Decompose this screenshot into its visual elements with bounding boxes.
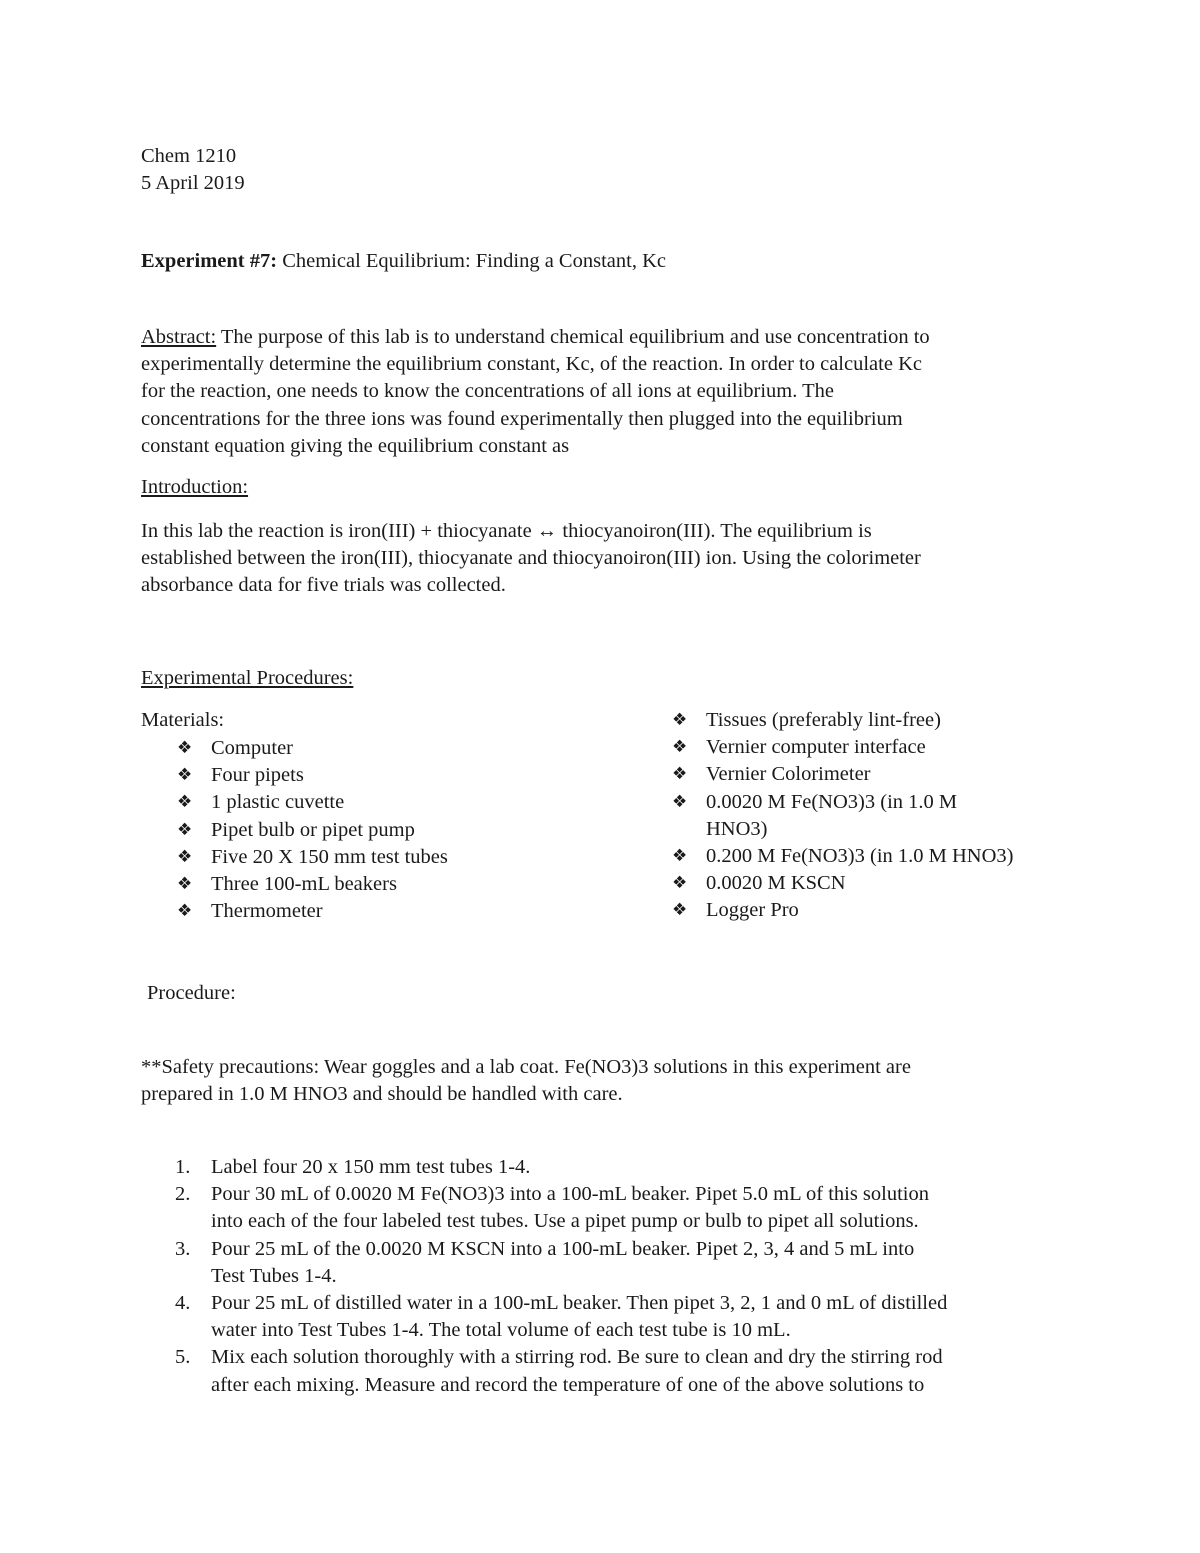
list-item: ❖ Five 20 X 150 mm test tubes <box>177 844 448 871</box>
list-item: ❖ 0.200 M Fe(NO3)3 (in 1.0 M HNO3) <box>672 843 1013 870</box>
step-number: 2. <box>175 1183 191 1206</box>
bullet-icon: ❖ <box>177 901 193 922</box>
bullet-icon: ❖ <box>177 846 193 867</box>
materials-list-left <box>177 735 448 925</box>
list-item: ❖ Vernier computer interface <box>672 734 1013 761</box>
procedure-steps <box>141 1154 1071 1399</box>
document-date: 5 April 2019 <box>141 172 245 194</box>
list-item: ❖ 0.0020 M Fe(NO3)3 (in 1.0 M HNO3) <box>672 790 958 840</box>
bullet-icon: ❖ <box>177 792 193 813</box>
list-item: ❖ 1 plastic cuvette <box>177 789 448 816</box>
bullet-icon: ❖ <box>672 764 688 785</box>
introduction-body <box>141 518 1071 600</box>
step-number: 5. <box>175 1346 191 1369</box>
introduction-heading: Introduction: <box>141 476 249 498</box>
list-item: ❖ Vernier Colorimeter <box>672 761 1013 788</box>
safety-line: **Safety precautions: Wear goggles and a lab coat. Fe(NO3)3 solutions in this experiment are <box>141 1056 911 1078</box>
abstract-line: Abstract: The purpose of this lab is to understand chemical equilibrium and use concentration to <box>141 326 930 348</box>
experiment-name: Chemical Equilibrium: Finding a Constant, Kc <box>277 250 666 272</box>
procedure-step: 4. Pour 25 mL of distilled water in a 100-mL beaker. Then pipet 3, 2, 1 and 0 mL of distilled water into Test Tubes 1-4. The total volume of each test tube is 10 mL. <box>175 1292 948 1342</box>
safety-line: prepared in 1.0 M HNO3 and should be handled with care. <box>141 1083 623 1106</box>
procedure-step: 3. Pour 25 mL of the 0.0020 M KSCN into a 100-mL beaker. Pipet 2, 3, 4 and 5 mL into Test Tubes 1-4. <box>175 1237 915 1287</box>
list-item: ❖ Computer <box>177 735 448 762</box>
abstract-line: experimentally determine the equilibrium constant, Kc, of the reaction. In order to calculate Kc <box>141 353 922 376</box>
list-item: ❖ Logger Pro <box>672 897 1013 924</box>
bullet-icon: ❖ <box>177 819 193 840</box>
list-item: ❖ Three 100-mL beakers <box>177 871 448 898</box>
abstract-section <box>141 324 1071 460</box>
bullet-icon: ❖ <box>672 900 688 921</box>
bullet-icon: ❖ <box>672 791 688 812</box>
procedures-heading: Experimental Procedures: <box>141 667 354 689</box>
list-item: ❖ Tissues (preferably lint-free) <box>672 707 1013 734</box>
bullet-icon: ❖ <box>672 710 688 730</box>
abstract-line: constant equation giving the equilibrium constant as <box>141 434 570 457</box>
procedure-heading: Procedure: <box>147 982 236 1004</box>
experiment-title <box>141 248 666 275</box>
list-item: ❖ Thermometer <box>177 898 448 925</box>
bullet-icon: ❖ <box>672 737 688 758</box>
bullet-icon: ❖ <box>177 874 193 895</box>
list-item: ❖ Pipet bulb or pipet pump <box>177 817 448 844</box>
introduction-line: established between the iron(III), thiocyanate and thiocyanoiron(III) ion. Using the colorimeter <box>141 547 921 570</box>
introduction-line: absorbance data for five trials was collected. <box>141 574 506 597</box>
abstract-line: concentrations for the three ions was found experimentally then plugged into the equilibrium <box>141 407 903 430</box>
step-number: 3. <box>175 1237 191 1260</box>
list-item: ❖ 0.0020 M KSCN <box>672 870 1013 897</box>
introduction-line: In this lab the reaction is iron(III) + thiocyanate ↔ thiocyanoiron(III). The equilibrium is <box>141 520 872 542</box>
procedure-step: 5. Mix each solution thoroughly with a stirring rod. Be sure to clean and dry the stirring rod after each mixing. Measure and record the temperature of one of the above solutions to <box>175 1346 943 1396</box>
step-number: 1. <box>175 1156 191 1178</box>
materials-list-right <box>672 707 1013 925</box>
abstract-line: for the reaction, one needs to know the concentrations of all ions at equilibrium. The <box>141 380 835 403</box>
materials-label: Materials: <box>141 709 225 731</box>
step-number: 4. <box>175 1292 191 1315</box>
safety-precautions <box>141 1054 1071 1108</box>
abstract-heading: Abstract: <box>141 326 217 348</box>
bullet-icon: ❖ <box>672 873 688 894</box>
course-name: Chem 1210 <box>141 145 237 167</box>
experiment-label: Experiment #7: <box>141 250 278 272</box>
list-item: ❖ Four pipets <box>177 762 448 789</box>
procedure-step: 2. Pour 30 mL of 0.0020 M Fe(NO3)3 into a 100-mL beaker. Pipet 5.0 mL of this solution into each of the four labeled test tubes. Use a pipet pump or bulb to pipet all solutions. <box>175 1183 930 1233</box>
procedure-step: 1. Label four 20 x 150 mm test tubes 1-4. <box>141 1154 1071 1181</box>
bullet-icon: ❖ <box>177 738 193 758</box>
bullet-icon: ❖ <box>177 765 193 786</box>
bullet-icon: ❖ <box>672 846 688 867</box>
